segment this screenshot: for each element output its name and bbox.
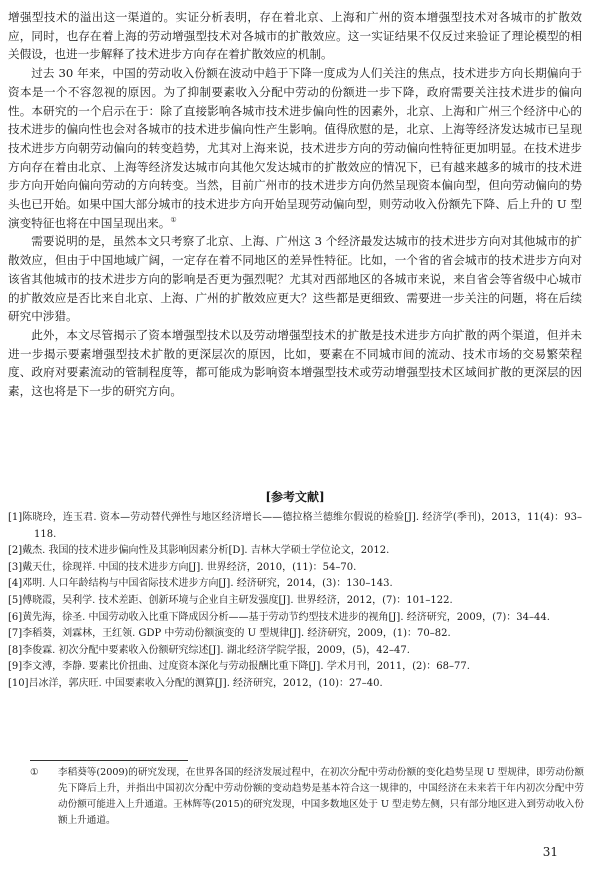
references-list bbox=[8, 510, 582, 693]
page-number: 31 bbox=[542, 845, 558, 859]
footnote-divider bbox=[30, 760, 188, 761]
footnote-mark: ① bbox=[30, 767, 39, 778]
reference-item: [9]李文溥，李静. 要素比价扭曲、过度资本深化与劳动报酬比重下降[J]. 学术月刊，2011，(2)：68–77. bbox=[8, 661, 470, 673]
reference-item: [5]傅晓霞，吴利学. 技术差距、创新环境与企业自主研发强度[J]. 世界经济，2012，(7)：101–122. bbox=[8, 594, 453, 606]
footnote bbox=[30, 765, 584, 829]
references-heading: [参考文献] bbox=[265, 490, 325, 504]
paragraph-4: 此外，本文尽管揭示了资本增强型技术以及劳动增强型技术的扩散是技术进步方向扩散的两个渠道，但并未进一步揭示要素增强型技术扩散的更深层次的原因，比如，要素在不同城市间的流动、技术市场的交易繁荣程度、政府对要素流动的管制程度等，都可能成为影响资本增强型技术或劳动增强型技术区域间扩散的更深层的因素，这也将是下一步的研究方向。 bbox=[8, 327, 582, 399]
reference-item: [10]吕冰洋，郭庆旺. 中国要素收入分配的测算[J]. 经济研究，2012，(10)：27–40. bbox=[8, 677, 383, 689]
footnote-text-block bbox=[30, 765, 584, 829]
reference-item: [3]戴天仕，徐现祥. 中国的技术进步方向[J]. 世界经济，2010，(11)：54–70. bbox=[8, 561, 357, 573]
reference-item: [4]邓明. 人口年龄结构与中国省际技术进步方向[J]. 经济研究，2014，(3)：130–143. bbox=[8, 578, 393, 590]
paragraph-2 bbox=[8, 64, 582, 232]
reference-item: [7]李稻葵，刘霖林，王红领. GDP 中劳动份额演变的 U 型规律[J]. 经济研究，2009，(1)：70–82. bbox=[8, 628, 451, 640]
reference-item: [6]黄先海，徐圣. 中国劳动收入比重下降成因分析——基于劳动节约型技术进步的视角[J]. 经济研究，2009，(7)：34–44. bbox=[8, 611, 550, 623]
paragraph-1: 增强型技术的溢出这一渠道的。实证分析表明，存在着北京、上海和广州的资本增强型技术对各城市的扩散效应，同时，也存在着上海的劳动增强型技术对各城市的扩散效应。这一实证结果不仅反过来验证了理论模型的相关假设，也进一步解释了技术进步方向存在着扩散效应的机制。 bbox=[8, 10, 582, 62]
footnote-text: 李稻葵等(2009)的研究发现，在世界各国的经济发展过程中，在初次分配中劳动份额的变化趋势呈现 U 型规律，即劳动份额先下降后上升，并指出中国初次分配中劳动份额的变动趋势是基本符合这一规律的，中国经济在未来若干年内初次分配中劳动份额可能进入上升通道。王林辉等(2015)的研究发现，中国多数地区处于 U 型走势左侧，只有部分地区进入到劳动收入份额上升通道。 bbox=[58, 767, 584, 826]
reference-item: [2]戴杰. 我国的技术进步偏向性及其影响因素分析[D]. 吉林大学硕士学位论文，2012. bbox=[8, 545, 390, 557]
reference-item: [1]陈晓玲，连玉君. 资本—劳动替代弹性与地区经济增长——德拉格兰德维尔假说的检验[J]. 经济学(季刊)，2013，11(4)：93–118. bbox=[8, 512, 582, 540]
body-text bbox=[8, 8, 582, 401]
footnote-reference[interactable]: ① bbox=[170, 215, 177, 224]
reference-item: [8]李俊霖. 初次分配中要素收入份额研究综述[J]. 湖北经济学院学报，2009，(5)，42–47. bbox=[8, 644, 410, 656]
paragraph-3: 需要说明的是，虽然本文只考察了北京、上海、广州这 3 个经济最发达城市的技术进步方向对其他城市的扩散效应，但由于中国地域广阔，一定存在着不同地区的差异性特征。比如，一个省的省会城市的技术进步方向对该省其他城市的技术进步方向的影响是否更为强烈呢？尤其对西部地区的各城市来说，来自省会等省级中心城市的扩散效应是否比来自北京、上海、广州的扩散效应更大？这些都是更细致、需要进一步关注的问题，将在后续研究中涉猎。 bbox=[8, 234, 582, 324]
paragraph-2-text: 过去 30 年来，中国的劳动收入份额在波动中趋于下降一度成为人们关注的焦点，技术进步方向长期偏向于资本是一个不容忽视的原因。为了抑制要素收入分配中劳动的份额进一步下降，政府需要关注技术进步的偏向性。本研究的一个启示在于：除了直接影响各城市技术进步偏向性的因素外，北京、上海和广州三个经济中心的技术进步的偏向性也会对各城市的技术进步偏向性产生影响。值得欣慰的是，北京、上海等经济发达城市已呈现技术进步方向朝劳动偏向的转变趋势，尤其对上海来说，技术进步方向的劳动偏向性特征更加明显。在技术进步方向存在着由北京、上海等经济发达城市向其他欠发达城市的扩散效应的情况下，已有越来越多的城市的技术进步方向开始向偏向劳动的方向转变。当然，目前广州市的技术进步方向仍然呈现资本偏向型，但向劳动偏向的势头也已开始。如果中国大部分城市的技术进步方向开始呈现劳动偏向型，则劳动收入份额先下降、后上升的 U 型演变特征也将在中国呈现出来。 bbox=[8, 66, 582, 230]
